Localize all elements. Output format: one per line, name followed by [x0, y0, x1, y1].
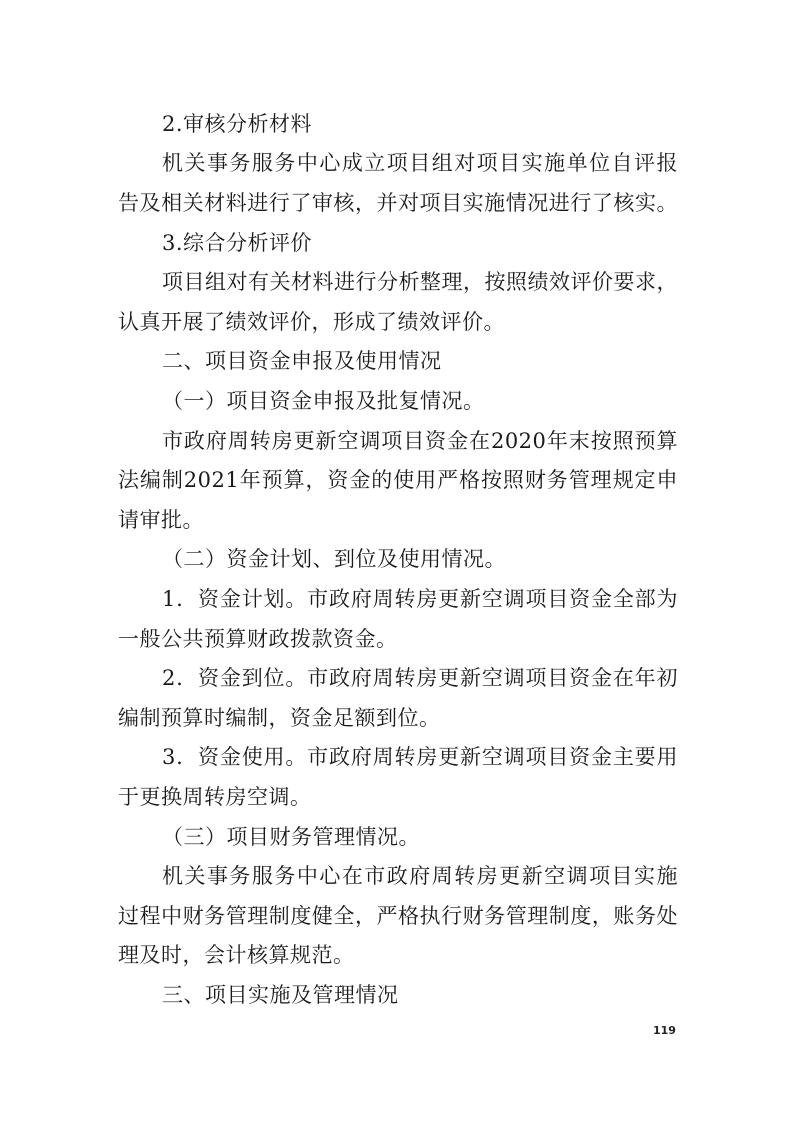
subheading-review-materials: 2.审核分析材料: [162, 112, 313, 136]
paragraph-line: 机关事务服务中心成立项目组对项目实施单位自评报: [162, 151, 678, 175]
paragraph-line: 理及时，会计核算规范。: [118, 943, 355, 967]
subheading-comprehensive-analysis: 3.综合分析评价: [162, 231, 313, 255]
paragraph-line: 1．资金计划。市政府周转房更新空调项目资金全部为: [162, 587, 678, 611]
subsection-heading-funds-application: （一）项目资金申报及批复情况。: [162, 389, 485, 413]
paragraph-line: 过程中财务管理制度健全，严格执行财务管理制度，账务处: [118, 904, 678, 928]
paragraph-line: 市政府周转房更新空调项目资金在2020年末按照预算: [162, 429, 678, 453]
subsection-heading-funds-plan: （二）资金计划、到位及使用情况。: [162, 547, 506, 571]
paragraph-line: 认真开展了绩效评价，形成了绩效评价。: [118, 310, 505, 334]
section-heading-funds: 二、项目资金申报及使用情况: [162, 349, 442, 373]
paragraph-line: 机关事务服务中心在市政府周转房更新空调项目实施: [162, 864, 678, 888]
paragraph-line: 告及相关材料进行了审核，并对项目实施情况进行了核实。: [118, 191, 678, 215]
section-heading-implementation: 三、项目实施及管理情况: [162, 983, 399, 1007]
paragraph-line: 请审批。: [118, 508, 204, 532]
paragraph-line: 编制预算时编制，资金足额到位。: [118, 706, 441, 730]
paragraph-line: 法编制2021年预算，资金的使用严格按照财务管理规定申: [118, 468, 678, 492]
paragraph-line: 3．资金使用。市政府周转房更新空调项目资金主要用: [162, 745, 678, 769]
paragraph-line: 项目组对有关材料进行分析整理，按照绩效评价要求，: [162, 270, 678, 294]
paragraph-line: 一般公共预算财政拨款资金。: [118, 627, 398, 651]
paragraph-line: 于更换周转房空调。: [118, 785, 312, 809]
subsection-heading-financial-management: （三）项目财务管理情况。: [162, 825, 420, 849]
page-number: 119: [653, 1024, 676, 1037]
paragraph-line: 2．资金到位。市政府周转房更新空调项目资金在年初: [162, 666, 678, 690]
